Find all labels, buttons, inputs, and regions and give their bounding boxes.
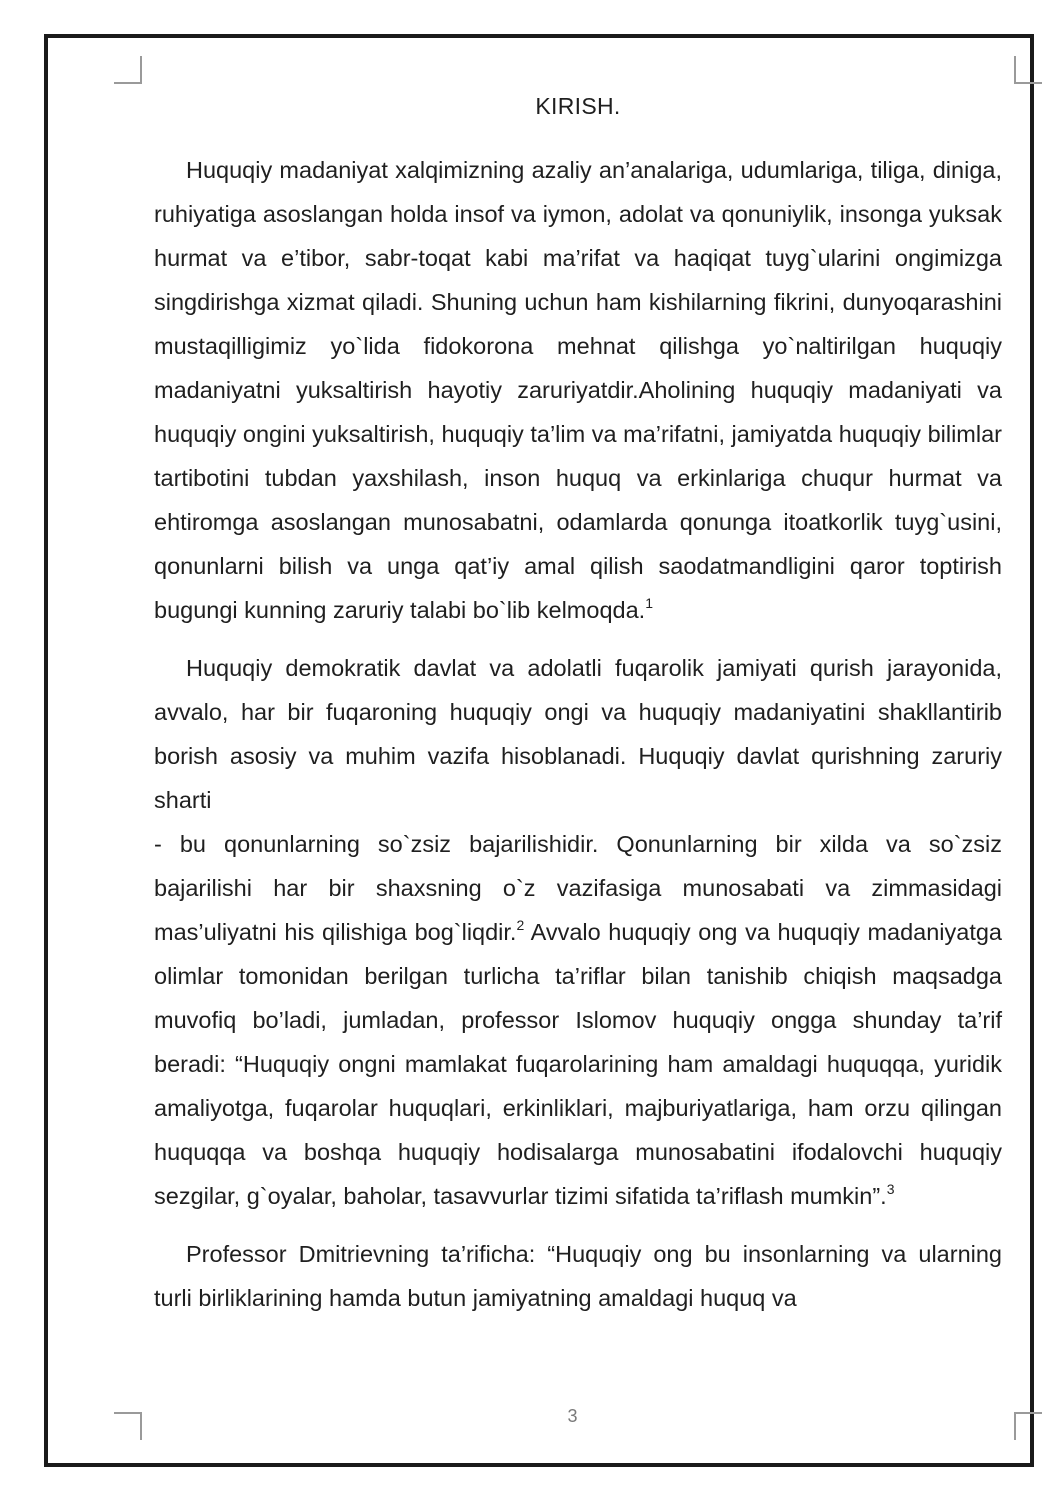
paragraph-3 [154,822,1002,1218]
paragraph-3-text-before-note: - bu qonunlarning so`zsiz bajarilishidir. Qonunlarning bir xilda va so`zsiz bajarilishi har bir shaxsning o`z vazifasiga munosabati va zimmasidagi mas’uliyatni his qilishiga bog`liqdir. [154,831,1002,945]
paragraph-3-text-after-note: Avvalo huquqiy ong va huquqiy madaniyatga olimlar tomonidan berilgan turlicha ta’riflar bilan tanishib chiqish maqsadga muvofiq bo’ladi, jumladan, professor Islomov huquqiy ongga shunday ta’rif beradi: “Huquqiy ongni mamlakat fuqarolarining ham amaldagi huquqqa, yuridik amaliyotga, fuqarolar huquqlari, erkinliklari, majburiyatlariga, ham orzu qilingan huquqqa va boshqa huquqiy hodisalarga munosabatini ifodalovchi huquqiy sezgilar, g`oyalar, baholar, tasavvurlar tizimi sifatida ta’riflash mumkin”. [154,919,1003,1209]
footnote-ref-1[interactable]: 1 [645,595,653,611]
document-body [154,90,1002,1320]
paragraph-4 [154,1232,1002,1320]
crop-mark-top-left [114,56,142,84]
footnote-ref-2[interactable]: 2 [516,917,525,933]
paragraph-1-text: Huquqiy madaniyat xalqimizning azaliy an’analariga, udumlariga, tiliga, diniga, ruhiyatiga asoslangan holda insof va iymon, adolat va qonuniylik, insonga yuksak hurmat va e’tibor, sabr-toqat kabi ma’rifat va haqiqat tuyg`ularini ongimizga singdirishga xizmat qiladi. Shuning uchun ham kishilarning fikrini, dunyoqarashini mustaqilligimiz yo`lida fidokorona mehnat qilishga yo`naltirilgan huquqiy madaniyatni yuksaltirish hayotiy zaruriyatdir.Aholining huquqiy madaniyati va huquqiy ongini yuksaltirish, huquqiy ta’lim va ma’rifatni, jamiyatda huquqiy bilimlar tartibotini tubdan yaxshilash, inson huquq va erkinlariga chuqur hurmat va ehtiromga asoslangan munosabatni, odamlarda qonunga itoatkorlik tuyg`usini, qonunlarni bilish va unga qat’iy amal qilish saodatmandligini qaror toptirish bugungi kunning zaruriy talabi bo`lib kelmoqda. [154,157,1002,623]
paragraph-4-text: Professor Dmitrievning ta’rificha: “Huquqiy ong bu insonlarning va ularning turli birliklarining hamda butun jamiyatning amaldagi huquq va [154,1241,1002,1311]
paragraph-2 [154,646,1002,822]
footnote-ref-3[interactable]: 3 [886,1181,895,1197]
crop-mark-top-right [1014,56,1042,84]
paragraph-2-text: Huquqiy demokratik davlat va adolatli fuqarolik jamiyati qurish jarayonida, avvalo, har bir fuqaroning huquqiy ongi va huquqiy madaniyatini shakllantirib borish asosiy va muhim vazifa hisoblanadi. Huquqiy davlat qurishning zaruriy sharti [154,655,1002,813]
paragraph-1 [154,148,1002,632]
document-title: KIRISH. [535,93,621,119]
page-number: 3 [567,1406,578,1426]
